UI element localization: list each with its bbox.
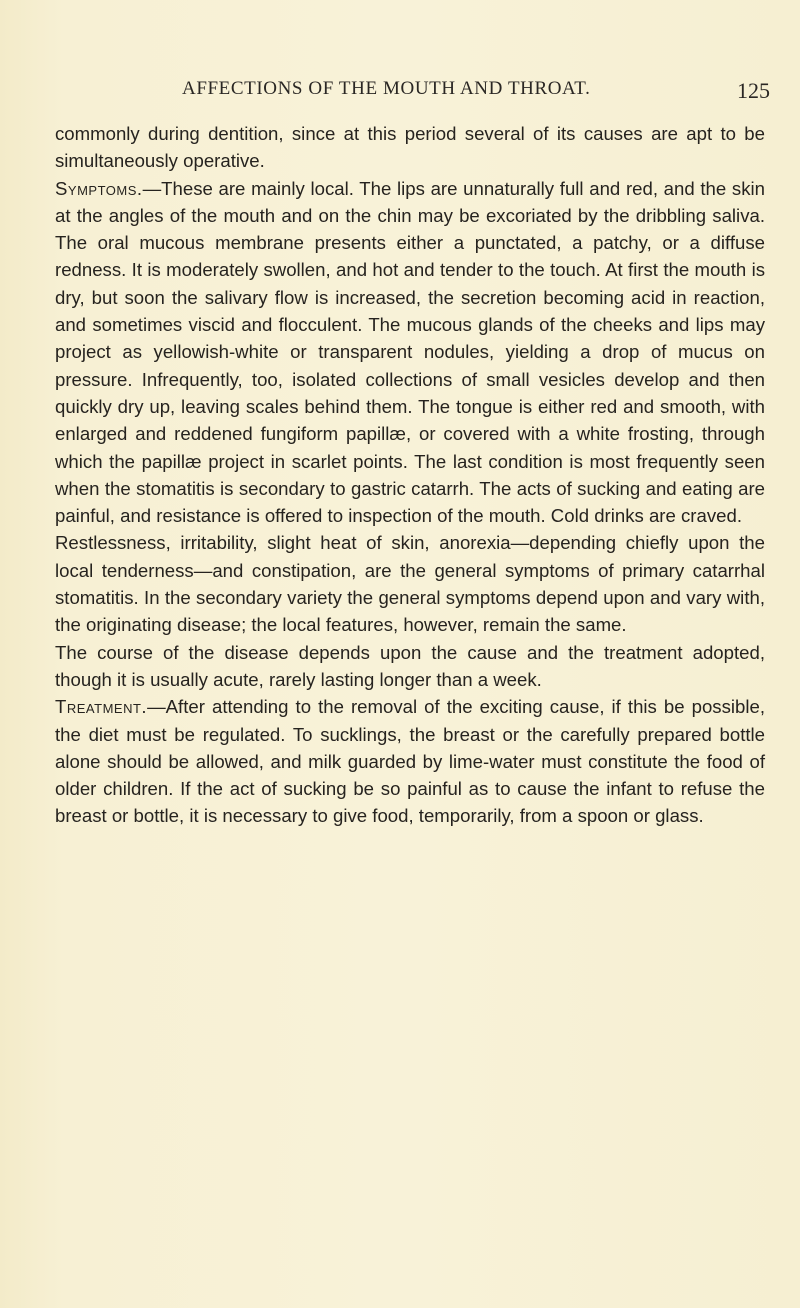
paragraph-symptoms — [55, 175, 765, 530]
paragraph-text: The course of the disease depends upon the cause and the treatment adopted, though it is usually acute, rarely lasting longer than a week. — [55, 641, 765, 690]
paragraph-text: —These are mainly local. The lips are unnaturally full and red, and the skin at the angles of the mouth and on the chin may be excoriated by the dribbling saliva. The oral mucous membrane presents either a punctated, a patchy, or a diffuse redness. It is moderately swollen, and hot and tender to the touch. At first the mouth is dry, but soon the salivary flow is increased, the secretion becoming acid in reaction, and sometimes viscid and flocculent. The mucous glands of the cheeks and lips may project as yellowish-white or transparent nodules, yielding a drop of mucus on pressure. Infrequently, too, isolated collections of small vesicles develop and then quickly dry up, leaving scales behind them. The tongue is either red and smooth, with enlarged and reddened fungiform papillæ, or covered with a white frosting, through which the papillæ project in scarlet points. The last condition is most frequently seen when the stomatitis is secondary to gastric catarrh. The acts of sucking and eating are painful, and resistance is offered to inspection of the mouth. Cold drinks are craved. — [55, 177, 765, 527]
section-heading-symptoms: Symptoms. — [55, 177, 143, 199]
paragraph-continuation — [55, 120, 765, 175]
section-heading-treatment: Treatment. — [55, 696, 148, 718]
running-head: AFFECTIONS OF THE MOUTH AND THROAT. — [182, 78, 591, 99]
paragraph-treatment — [55, 693, 765, 829]
paragraph-general-symptoms — [55, 529, 765, 638]
paragraph-text: —After attending to the removal of the exciting cause, if this be possible, the diet must be regulated. To sucklings, the breast or the carefully prepared bottle alone should be allowed, and milk guarded by lime-water must constitute the food of older children. If the act of sucking be so painful as to cause the infant to refuse the breast or bottle, it is necessary to give food, temporarily, from a spoon or glass. — [55, 696, 765, 827]
paragraph-course — [55, 639, 765, 694]
body-text — [55, 120, 765, 830]
page-number: 125 — [737, 78, 770, 103]
paragraph-text: Restlessness, irritability, slight heat of skin, anorexia—depending chiefly upon the local tenderness—and constipation, are the general symptoms of primary catarrhal stomatitis. In the secondary variety the general symptoms depend upon and vary with, the originating disease; the local features, however, remain the same. — [55, 532, 765, 636]
paragraph-text: commonly during dentition, since at this period several of its causes are apt to be simultaneously operative. — [55, 123, 765, 172]
